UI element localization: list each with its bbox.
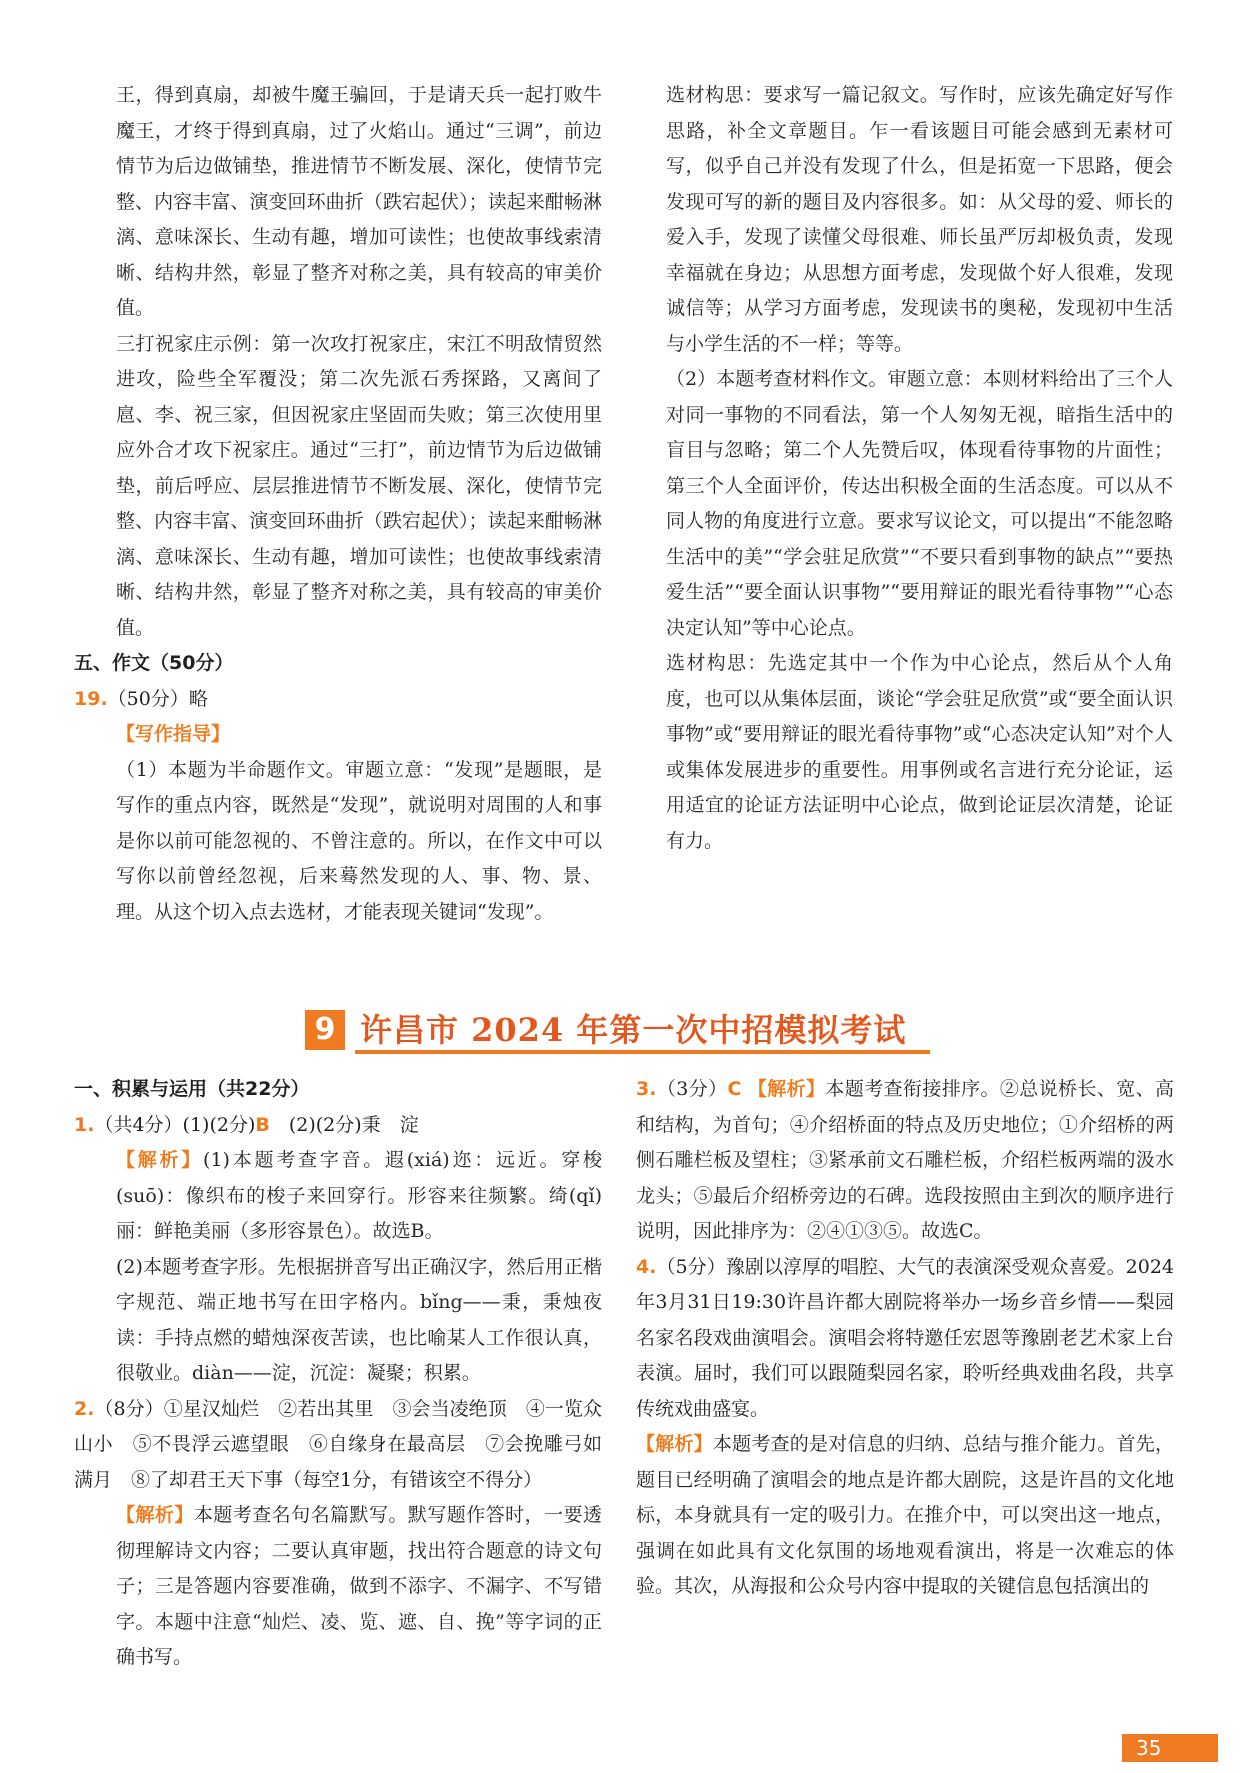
question-1 (74, 1108, 602, 1144)
question-1-answer: B (255, 1113, 270, 1136)
page-number: 35 (1122, 1734, 1218, 1762)
bottom-left-column (74, 1072, 602, 1676)
question-3 (636, 1072, 1174, 1250)
analysis-tag: 【解析】 (116, 1504, 194, 1526)
question-4-number: 4. (636, 1255, 657, 1278)
exam-section-banner (305, 1008, 945, 1054)
question-1-analysis-2: (2)本题考查字形。先根据拼音写出正确汉字，然后用正楷字规范、端正地书写在田字格内。bǐng——秉，秉烛夜读：手持点燃的蜡烛深夜苦读，也比喻某人工作很认真，很敬业。diàn——淀，沉淀：凝聚；积累。 (116, 1255, 602, 1384)
san-da-paragraph: 三打祝家庄示例：第一次攻打祝家庄，宋江不明敌情贸然进攻，险些全军覆没；第二次先派石秀探路，又离间了扈、李、祝三家，但因祝家庄坚固而失败；第三次使用里应外合才攻下祝家庄。通过“三打”，前边情节为后边做铺垫，前后呼应、层层推进情节不断发展、深化，使情节完整、内容丰富、演变回环曲折（跌宕起伏）；读起来酣畅淋漓、意味深长、生动有趣，增加可读性；也使故事线索清晰、结构井然，彰显了整齐对称之美，具有较高的审美价值。 (116, 332, 602, 639)
question-4-answer: （5分）豫剧以淳厚的唱腔、大气的表演深受观众喜爱。2024年3月31日19:30许昌许都大剧院将举办一场乡音乡情——梨园名家名段戏曲演唱会。演唱会将特邀任宏恩等豫剧老艺术家上台表演。届时，我们可以跟随梨园名家，聆听经典戏曲名段，共享传统戏曲盛宴。 (636, 1255, 1174, 1420)
question-3-answer: C (727, 1078, 742, 1100)
bottom-right-column (636, 1072, 1174, 1605)
question-19-answer: （50分）略 (107, 687, 208, 710)
analysis-text: 本题考查名句名篇默写。默写题作答时，一要透彻理解诗文内容；二要认真审题，找出符合题意的诗文句子；三是答题内容要准确，做到不添字、不漏字、不写错字。本题中注意“灿烂、凌、览、遮、自、挽”等字词的正确书写。 (116, 1504, 602, 1668)
material-selection-paragraph: 选材构思：要求写一篇记叙文。写作时，应该先确定好写作思路，补全文章题目。乍一看该题目可能会感到无素材可写，似乎自己并没有发现了什么，但是拓宽一下思路，便会发现可写的新的题目及内容很多。如：从父母的爱、师长的爱入手，发现了读懂父母很难、师长虽严厉却极负责，发现幸福就在身边；从思想方面考虑，发现做个好人很难，发现诚信等；从学习方面考虑，发现读书的奥秘，发现初中生活与小学生活的不一样；等等。 (666, 84, 1173, 355)
question-1-part-b: (2)(2分)秉 淀 (269, 1113, 419, 1136)
question-2-number: 2. (74, 1397, 95, 1420)
question-19-number: 19. (74, 687, 108, 710)
analysis-tag: 【解析】 (636, 1433, 713, 1455)
analysis-text: (1)本题考查字音。遐(xiá)迩：远近。穿梭(suō)：像织布的梭子来回穿行。形容来往频繁。绮(qǐ)丽：鲜艳美丽（多形容景色）。故选B。 (116, 1149, 602, 1242)
question-2-answer: （8分）①星汉灿烂 ②若出其里 ③会当凌绝顶 ④一览众山小 ⑤不畏浮云遮望眼 ⑥自缘身在最高层 ⑦会挽雕弓如满月 ⑧了却君王天下事（每空1分，有错该空不得分） (74, 1397, 602, 1491)
question-19 (74, 682, 602, 718)
analysis-tag: 【解析】 (116, 1149, 204, 1171)
argument-selection-paragraph: 选材构思：先选定其中一个作为中心论点，然后从个人角度，也可以从集体层面，谈论“学会驻足欣赏”或“要全面认识事物”或“要用辩证的眼光看待事物”或“心态决定认知”对个人或集体发展进步的重要性。用事例或名言进行充分论证，运用适宜的论证方法证明中心论点，做到论证层次清楚，论证有力。 (666, 652, 1173, 852)
question-1-number: 1. (74, 1113, 95, 1136)
question-1-part-a: （共4分）(1)(2分) (94, 1113, 256, 1136)
analysis-tag: 【解析】 (747, 1078, 826, 1100)
exam-number-badge: 9 (305, 1010, 345, 1050)
question-2-analysis (74, 1498, 602, 1676)
writing-guide-tag-line (74, 717, 602, 753)
analysis-text: 本题考查的是对信息的归纳、总结与推介能力。首先，题目已经明确了演唱会的地点是许都大剧院，这是许昌的文化地标，本身就具有一定的吸引力。在推介中，可以突出这一地点，强调在如此具有文化氛围的场地观看演出，将是一次难忘的体验。其次，从海报和公众号内容中提取的关键信息包括演出的 (636, 1433, 1174, 1597)
question-4 (636, 1250, 1174, 1428)
exam-title: 许昌市 2024 年第一次中招模拟考试 (360, 1011, 907, 1049)
top-right-column (666, 78, 1173, 859)
question-3-number: 3. (636, 1078, 657, 1100)
material-essay-paragraph: （2）本题考查材料作文。审题立意：本则材料给出了三个人对同一事物的不同看法，第一个人匆匆无视，暗指生活中的盲目与忽略；第二个人先赞后叹，体现看待事物的片面性；第三个人全面评价，传达出积极全面的生活态度。可以从不同人物的角度进行立意。要求写议论文，可以提出“不能忽略生活中的美”“学会驻足欣赏”“不要只看到事物的缺点”“要热爱生活”“要全面认识事物”“要用辩证的眼光看待事物”“心态决定认知”等中心论点。 (666, 368, 1173, 639)
analysis-text: 本题考查衔接排序。②总说桥长、宽、高和结构，为首句；④介绍桥面的特点及历史地位；①介绍桥的两侧石雕栏板及望柱；③紧承前文石雕栏板，介绍栏板两端的汲水龙头；⑤最后介绍桥旁边的石碑。选段按照由主到次的顺序进行说明，因此排序为：②④①③⑤。故选C。 (636, 1078, 1174, 1242)
top-left-column (74, 78, 602, 930)
question-3-score: （3分） (656, 1078, 728, 1100)
question-1-analysis-1 (74, 1143, 602, 1250)
writing-guide-tag: 【写作指导】 (116, 723, 231, 745)
question-2 (74, 1392, 602, 1499)
san-tiao-paragraph: 王，得到真扇，却被牛魔王骗回，于是请天兵一起打败牛魔王，才终于得到真扇，过了火焰山。通过“三调”，前边情节为后边做铺垫，推进情节不断发展、深化，使情节完整、内容丰富、演变回环曲折（跌宕起伏）；读起来酣畅淋漓、意味深长、生动有趣，增加可读性；也使故事线索清晰、结构井然，彰显了整齐对称之美，具有较高的审美价值。 (116, 84, 602, 319)
section-one-heading: 一、积累与运用（共22分） (74, 1078, 310, 1100)
section-five-heading: 五、作文（50分） (74, 652, 234, 674)
question-4-analysis (636, 1427, 1174, 1605)
banner-underline (355, 1050, 930, 1054)
writing-guide-paragraph: （1）本题为半命题作文。审题立意：“发现”是题眼，是写作的重点内容，既然是“发现”，就说明对周围的人和事是你以前可能忽视的、不曾注意的。所以，在作文中可以写你以前曾经忽视，后来蓦然发现的人、事、物、景、理。从这个切入点去选材，才能表现关键词“发现”。 (116, 758, 602, 923)
